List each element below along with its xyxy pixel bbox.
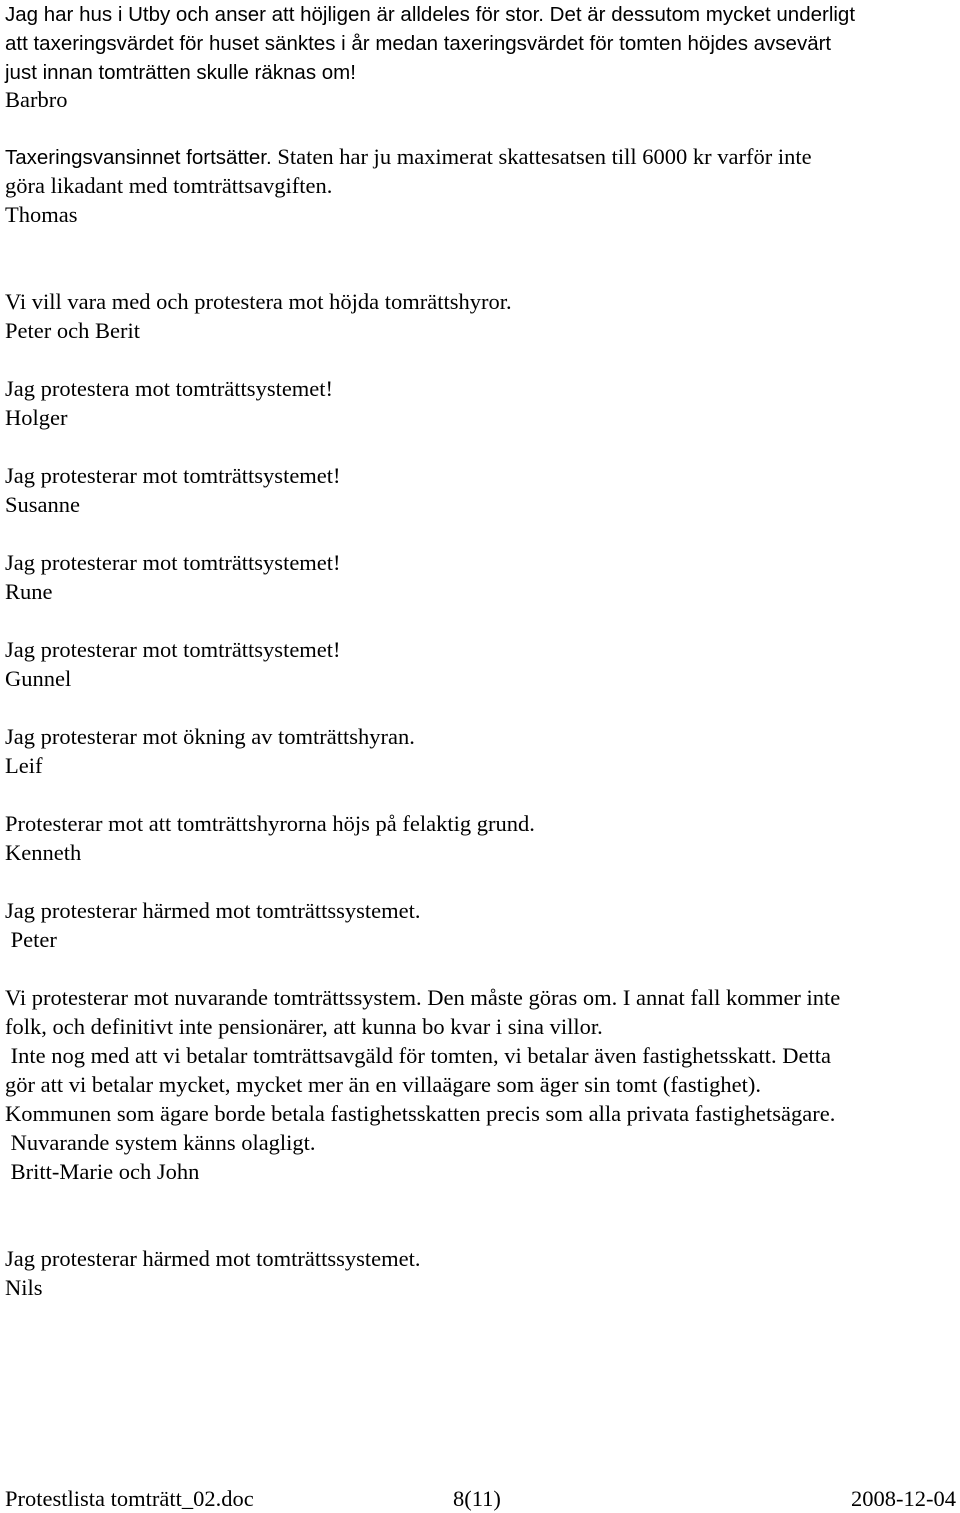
footer-date: 2008-12-04: [851, 1486, 956, 1511]
entry-10-line-1: Jag protesterar härmed mot tomträttssystemet.: [5, 898, 421, 923]
entry-5-signature: Susanne: [5, 492, 80, 517]
entry-11-line-4: gör att vi betalar mycket, mycket mer än en villaägare som äger sin tomt (fastighet).: [5, 1072, 761, 1097]
entry-2-signature: Thomas: [5, 202, 78, 227]
entry-1-line-1: Jag har hus i Utby och anser att höjligen är alldeles för stor. Det är dessutom mycket underligt: [5, 3, 856, 26]
entry-9-line-1: Protesterar mot att tomträttshyrorna höjs på felaktig grund.: [5, 811, 535, 836]
entry-11-line-5: Kommunen som ägare borde betala fastighetsskatten precis som alla privata fastighetsägare.: [5, 1101, 836, 1126]
entry-11-line-6: Nuvarande system känns olagligt.: [5, 1130, 316, 1155]
footer-page-number: 8(11): [453, 1486, 501, 1511]
entry-3-signature: Peter och Berit: [5, 318, 140, 343]
entry-8-signature: Leif: [5, 753, 43, 778]
entry-9-signature: Kenneth: [5, 840, 82, 865]
entry-11-signature: Britt-Marie och John: [5, 1159, 200, 1184]
entry-12-line-1: Jag protesterar härmed mot tomträttssystemet.: [5, 1246, 421, 1271]
entry-11-line-1: Vi protesterar mot nuvarande tomträttssystem. Den måste göras om. I annat fall kommer inte: [5, 985, 841, 1010]
entry-3-line-1: Vi vill vara med och protestera mot höjda tomrättshyror.: [5, 289, 512, 314]
entry-8-line-1: Jag protesterar mot ökning av tomträttshyran.: [5, 724, 415, 749]
entry-5-line-1: Jag protesterar mot tomträttsystemet!: [5, 463, 341, 488]
entry-11-line-2: folk, och definitivt inte pensionärer, att kunna bo kvar i sina villor.: [5, 1014, 603, 1039]
entry-12-signature: Nils: [5, 1275, 43, 1300]
entry-6-signature: Rune: [5, 579, 53, 604]
entry-2-line-1-part-2: Staten har ju maximerat skattesatsen till 6000 kr varför inte: [277, 144, 812, 169]
entry-4-line-1: Jag protestera mot tomträttsystemet!: [5, 376, 334, 401]
footer-filename: Protestlista tomträtt_02.doc: [5, 1486, 254, 1511]
entry-6-line-1: Jag protesterar mot tomträttsystemet!: [5, 550, 341, 575]
entry-10-signature: Peter: [5, 927, 57, 952]
entry-1-line-3: just innan tomträtten skulle räknas om!: [5, 61, 356, 84]
entry-2-line-1-part-1: Taxeringsvansinnet fortsätter.: [5, 146, 278, 169]
entry-7-signature: Gunnel: [5, 666, 72, 691]
entry-1-line-2: att taxeringsvärdet för huset sänktes i år medan taxeringsvärdet för tomten höjdes avsevärt: [5, 32, 832, 55]
entry-7-line-1: Jag protesterar mot tomträttsystemet!: [5, 637, 341, 662]
entry-2-line-2: göra likadant med tomträttsavgiften.: [5, 173, 333, 198]
entry-1-signature: Barbro: [5, 87, 68, 112]
entry-2-line-1: [5, 142, 812, 172]
entry-11-line-3: Inte nog med att vi betalar tomträttsavgäld för tomten, vi betalar även fastighetsskatt. Detta: [5, 1043, 831, 1068]
entry-4-signature: Holger: [5, 405, 68, 430]
